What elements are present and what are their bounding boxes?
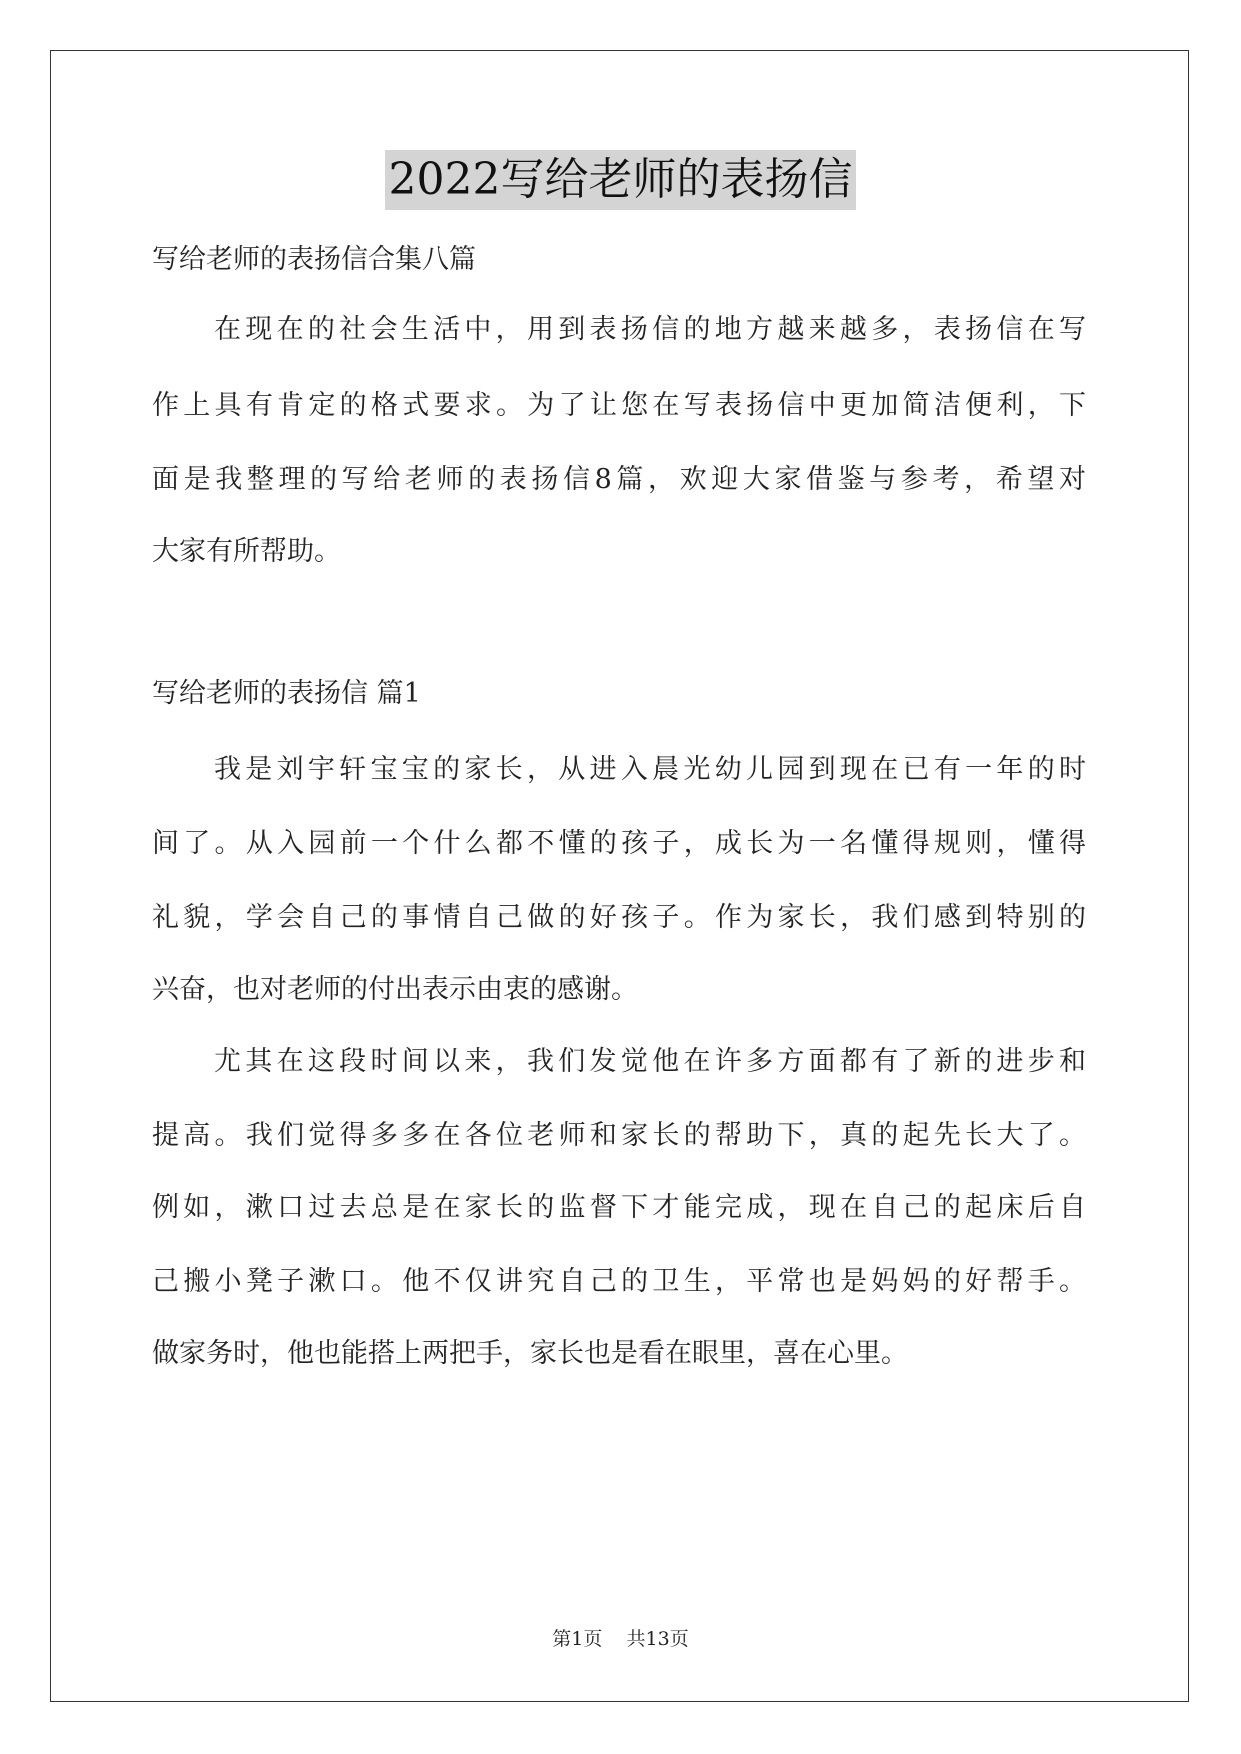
para1-line-3: 礼貌，学会自己的事情自己做的好孩子。作为家长，我们感到特别的: [152, 902, 1086, 933]
subtitle: 写给老师的表扬信合集八篇: [152, 244, 476, 275]
document-title: 2022写给老师的表扬信: [385, 150, 857, 210]
intro-line-3: 面是我整理的写给老师的表扬信8篇，欢迎大家借鉴与参考，希望对: [152, 464, 1086, 495]
para2-line-1: 尤其在这段时间以来，我们发觉他在许多方面都有了新的进步和: [214, 1046, 1086, 1077]
page-total: 共13页: [626, 1628, 689, 1650]
para1-line-1: 我是刘宇轩宝宝的家长，从进入晨光幼儿园到现在已有一年的时: [214, 754, 1086, 785]
para1-line-4: 兴奋，也对老师的付出表示由衷的感谢。: [152, 974, 638, 1005]
page-number: 第1页: [552, 1628, 603, 1650]
intro-line-4: 大家有所帮助。: [152, 536, 341, 567]
para2-line-3: 例如，漱口过去总是在家长的监督下才能完成，现在自己的起床后自: [152, 1192, 1086, 1223]
para2-line-5: 做家务时，他也能搭上两把手，家长也是看在眼里，喜在心里。: [152, 1338, 908, 1369]
page-border: [50, 50, 1189, 1702]
para2-line-4: 己搬小凳子漱口。他不仅讲究自己的卫生，平常也是妈妈的好帮手。: [152, 1266, 1086, 1297]
intro-line-1: 在现在的社会生活中，用到表扬信的地方越来越多，表扬信在写: [214, 314, 1086, 345]
page-footer: [0, 1626, 1241, 1652]
para2-line-2: 提高。我们觉得多多在各位老师和家长的帮助下，真的起先长大了。: [152, 1120, 1086, 1151]
intro-line-2: 作上具有肯定的格式要求。为了让您在写表扬信中更加简洁便利，下: [152, 390, 1086, 421]
section-heading: 写给老师的表扬信 篇1: [152, 678, 421, 709]
para1-line-2: 间了。从入园前一个什么都不懂的孩子，成长为一名懂得规则，懂得: [152, 828, 1086, 859]
title-container: [0, 150, 1241, 210]
